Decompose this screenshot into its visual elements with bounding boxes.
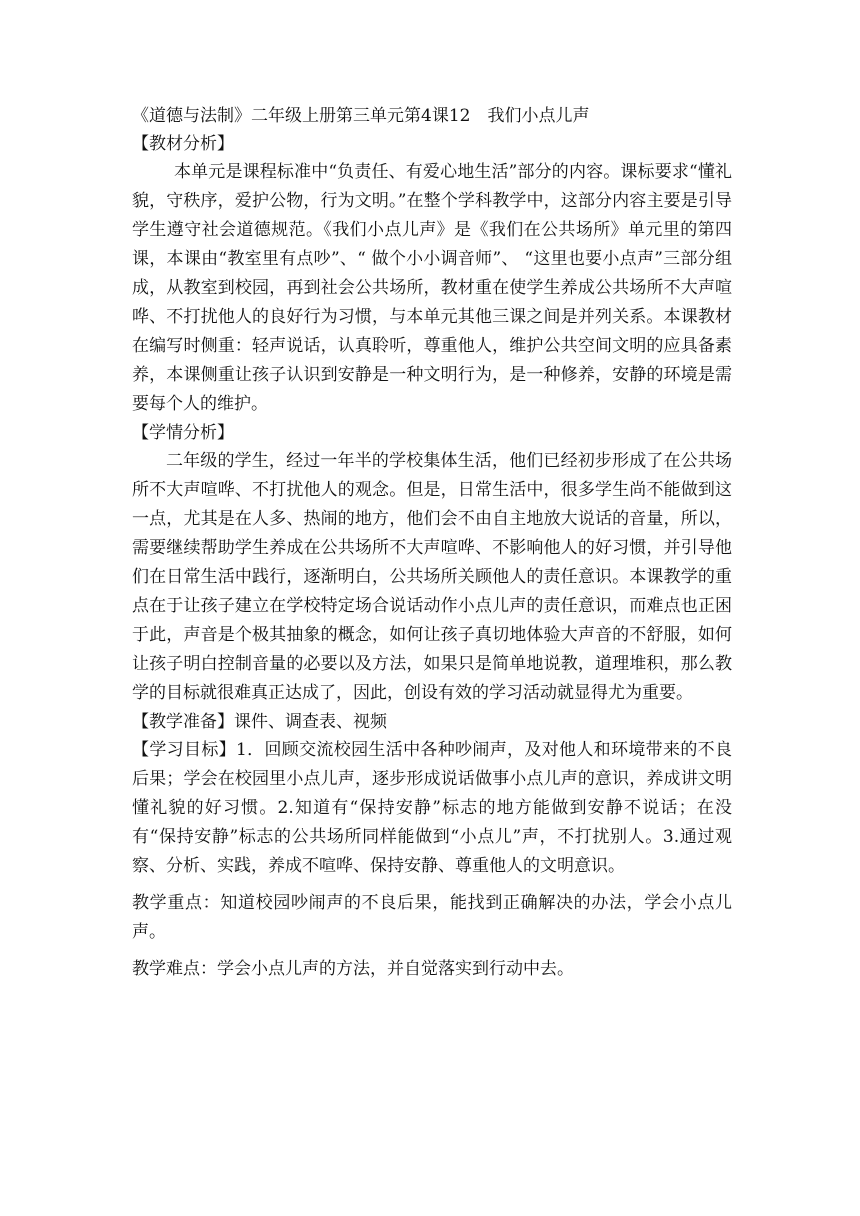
textbook-analysis-body: 本单元是课程标准中“负责任、有爱心地生活”部分的内容。课标要求“懂礼貌，守秩序，爱护公物，行为文明。”在整个学科教学中，这部分内容主要是引导学生遵守社会道德规范。《我们小点儿声》是《我们在公共场所》单元里的第四课，本课由“教室里有点吵”、“ 做个小小调音师”、 “这里也要小点声”三部分组成，从教室到校园，再到社会公共场所，教材重在使学生养成公共场所不大声喧哗、不打扰他人的良好行为习惯，与本单元其他三课之间是并列关系。本课教材在编写时侧重：轻声说话，认真聆听，尊重他人，维护公共空间文明的应具备素养，本课侧重让孩子认识到安静是一种文明行为，是一种修养，安静的环境是需要每个人的维护。 [132,162,732,414]
spacer [132,881,732,889]
document-title: 《道德与法制》二年级上册第三单元第4课12 我们小点儿声 [132,106,590,126]
learning-goals-body: 【学习目标】1．回顾交流校园生活中各种吵闹声，及对他人和环境带来的不良后果；学会在校园里小点儿声，逐步形成说话做事小点儿声的意识，养成讲文明懂礼貌的好习惯。2.知道有“保持安静”标志的地方能做到安静不说话；在没有“保持安静”标志的公共场所同样能做到“小点儿”声，不打扰别人。3.通过观察、分析、实践，养成不喧哗、保持安静、尊重他人的文明意识。 [132,740,732,876]
teaching-preparation-line: 【教学准备】课件、调查表、视频 [132,712,387,732]
teaching-key-point: 教学重点：知道校园吵闹声的不良后果，能找到正确解决的办法，学会小点儿声。 [132,893,732,942]
textbook-analysis-heading: 【教材分析】 [132,134,234,154]
document-page [132,102,732,984]
teaching-difficulty: 教学难点：学会小点儿声的方法，并自觉落实到行动中去。 [132,959,574,979]
student-analysis-body: 二年级的学生，经过一年半的学校集体生活，他们已经初步形成了在公共场所不大声喧哗、不打扰他人的观念。但是，日常生活中，很多学生尚不能做到这一点，尤其是在人多、热闹的地方，他们会不由自主地放大说话的音量，所以，需要继续帮助学生养成在公共场所不大声喧哗、不影响他人的好习惯，并引导他们在日常生活中践行，逐渐明白，公共场所关顾他人的责任意识。本课教学的重点在于让孩子建立在学校特定场合说话动作小点儿声的责任意识，而难点也正困于此，声音是个极其抽象的概念，如何让孩子真切地体验大声音的不舒服，如何让孩子明白控制音量的必要以及方法，如果只是简单地说教，道理堆积，那么教学的目标就很难真正达成了，因此，创设有效的学习活动就显得尤为重要。 [132,451,732,703]
student-analysis-heading: 【学情分析】 [132,423,234,443]
spacer [132,947,732,955]
